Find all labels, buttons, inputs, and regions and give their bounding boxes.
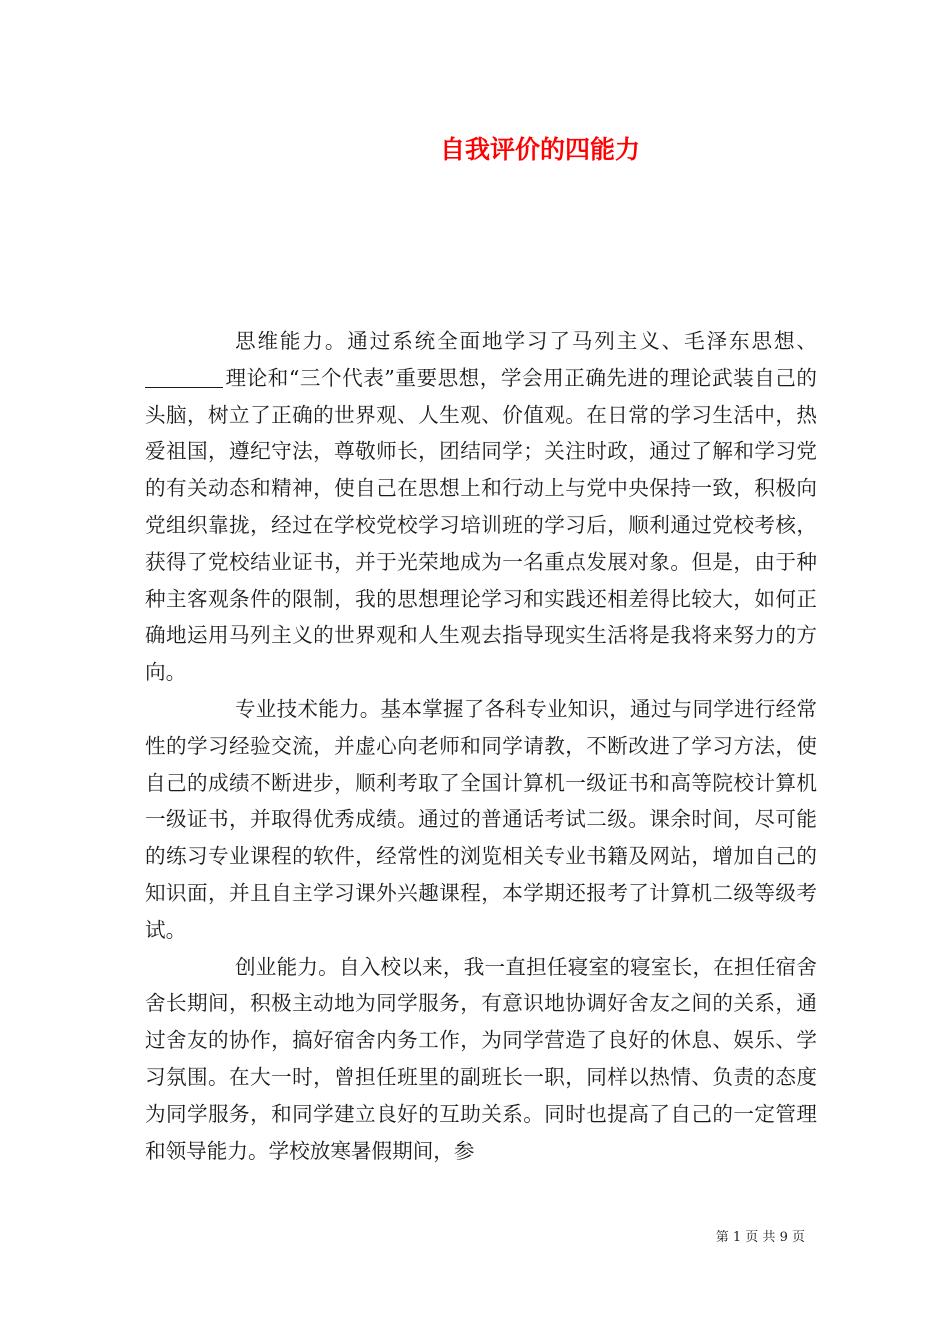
paragraph-thinking-ability <box>145 323 817 691</box>
page-footer <box>0 1229 805 1247</box>
paragraph-text-part2: 理论和“三个代表”重要思想，学会用正确先进的理论武装自己的头脑，树立了正确的世界观、人生观、价值观。在日常的学习生活中，热爱祖国，遵纪守法，尊敬师长，团结同学；关注时政，通过了解和学习党的有关动态和精神，使自己在思想上和行动上与党中央保持一致，积极向党组织靠拢，经过在学校党校学习培训班的学习后，顺利通过党校考核，获得了党校结业证书，并于光荣地成为一名重点发展对象。但是，由于种种主客观条件的限制，我的思想理论学习和实践还相差得比较大，如何正确地运用马列主义的世界观和人生观去指导现实生活将是我将来努力的方向。 <box>145 365 817 685</box>
paragraph-text-part1: 思维能力。通过系统全面地学习了马列主义、毛泽东思想、 <box>235 329 817 353</box>
paragraph-technical-ability: 专业技术能力。基本掌握了各科专业知识，通过与同学进行经常性的学习经验交流，并虚心向老师和同学请教，不断改进了学习方法，使自己的成绩不断进步，顺利考取了全国计算机一级证书和高等院校计算机一级证书，并取得优秀成绩。通过的普通话考试二级。课余时间，尽可能的练习专业课程的软件，经常性的浏览相关专业书籍及网站，增加自己的知识面，并且自主学习课外兴趣课程，本学期还报考了计算机二级等级考试。 <box>145 696 817 942</box>
paragraph-entrepreneurship-ability: 创业能力。自入校以来，我一直担任寝室的寝室长，在担任宿舍舍长期间，积极主动地为同学服务，有意识地协调好舍友之间的关系，通过舍友的协作，搞好宿舍内务工作，为同学营造了良好的休息、娱乐、学习氛围。在大一时，曾担任班里的副班长一职，同样以热情、负责的态度为同学服务，和同学建立良好的互助关系。同时也提高了自己的一定管理和领导能力。学校放寒暑假期间，参 <box>145 954 817 1163</box>
footer-suffix: 页 <box>791 1230 805 1245</box>
fill-in-blank-line <box>145 367 223 388</box>
document-title: 自我评价的四能力 <box>439 135 640 164</box>
footer-total-pages: 9 <box>779 1230 788 1245</box>
footer-current-page: 1 <box>732 1230 742 1245</box>
document-body <box>145 323 817 1169</box>
footer-prefix: 第 <box>715 1230 729 1245</box>
footer-middle: 页 共 <box>745 1230 776 1245</box>
